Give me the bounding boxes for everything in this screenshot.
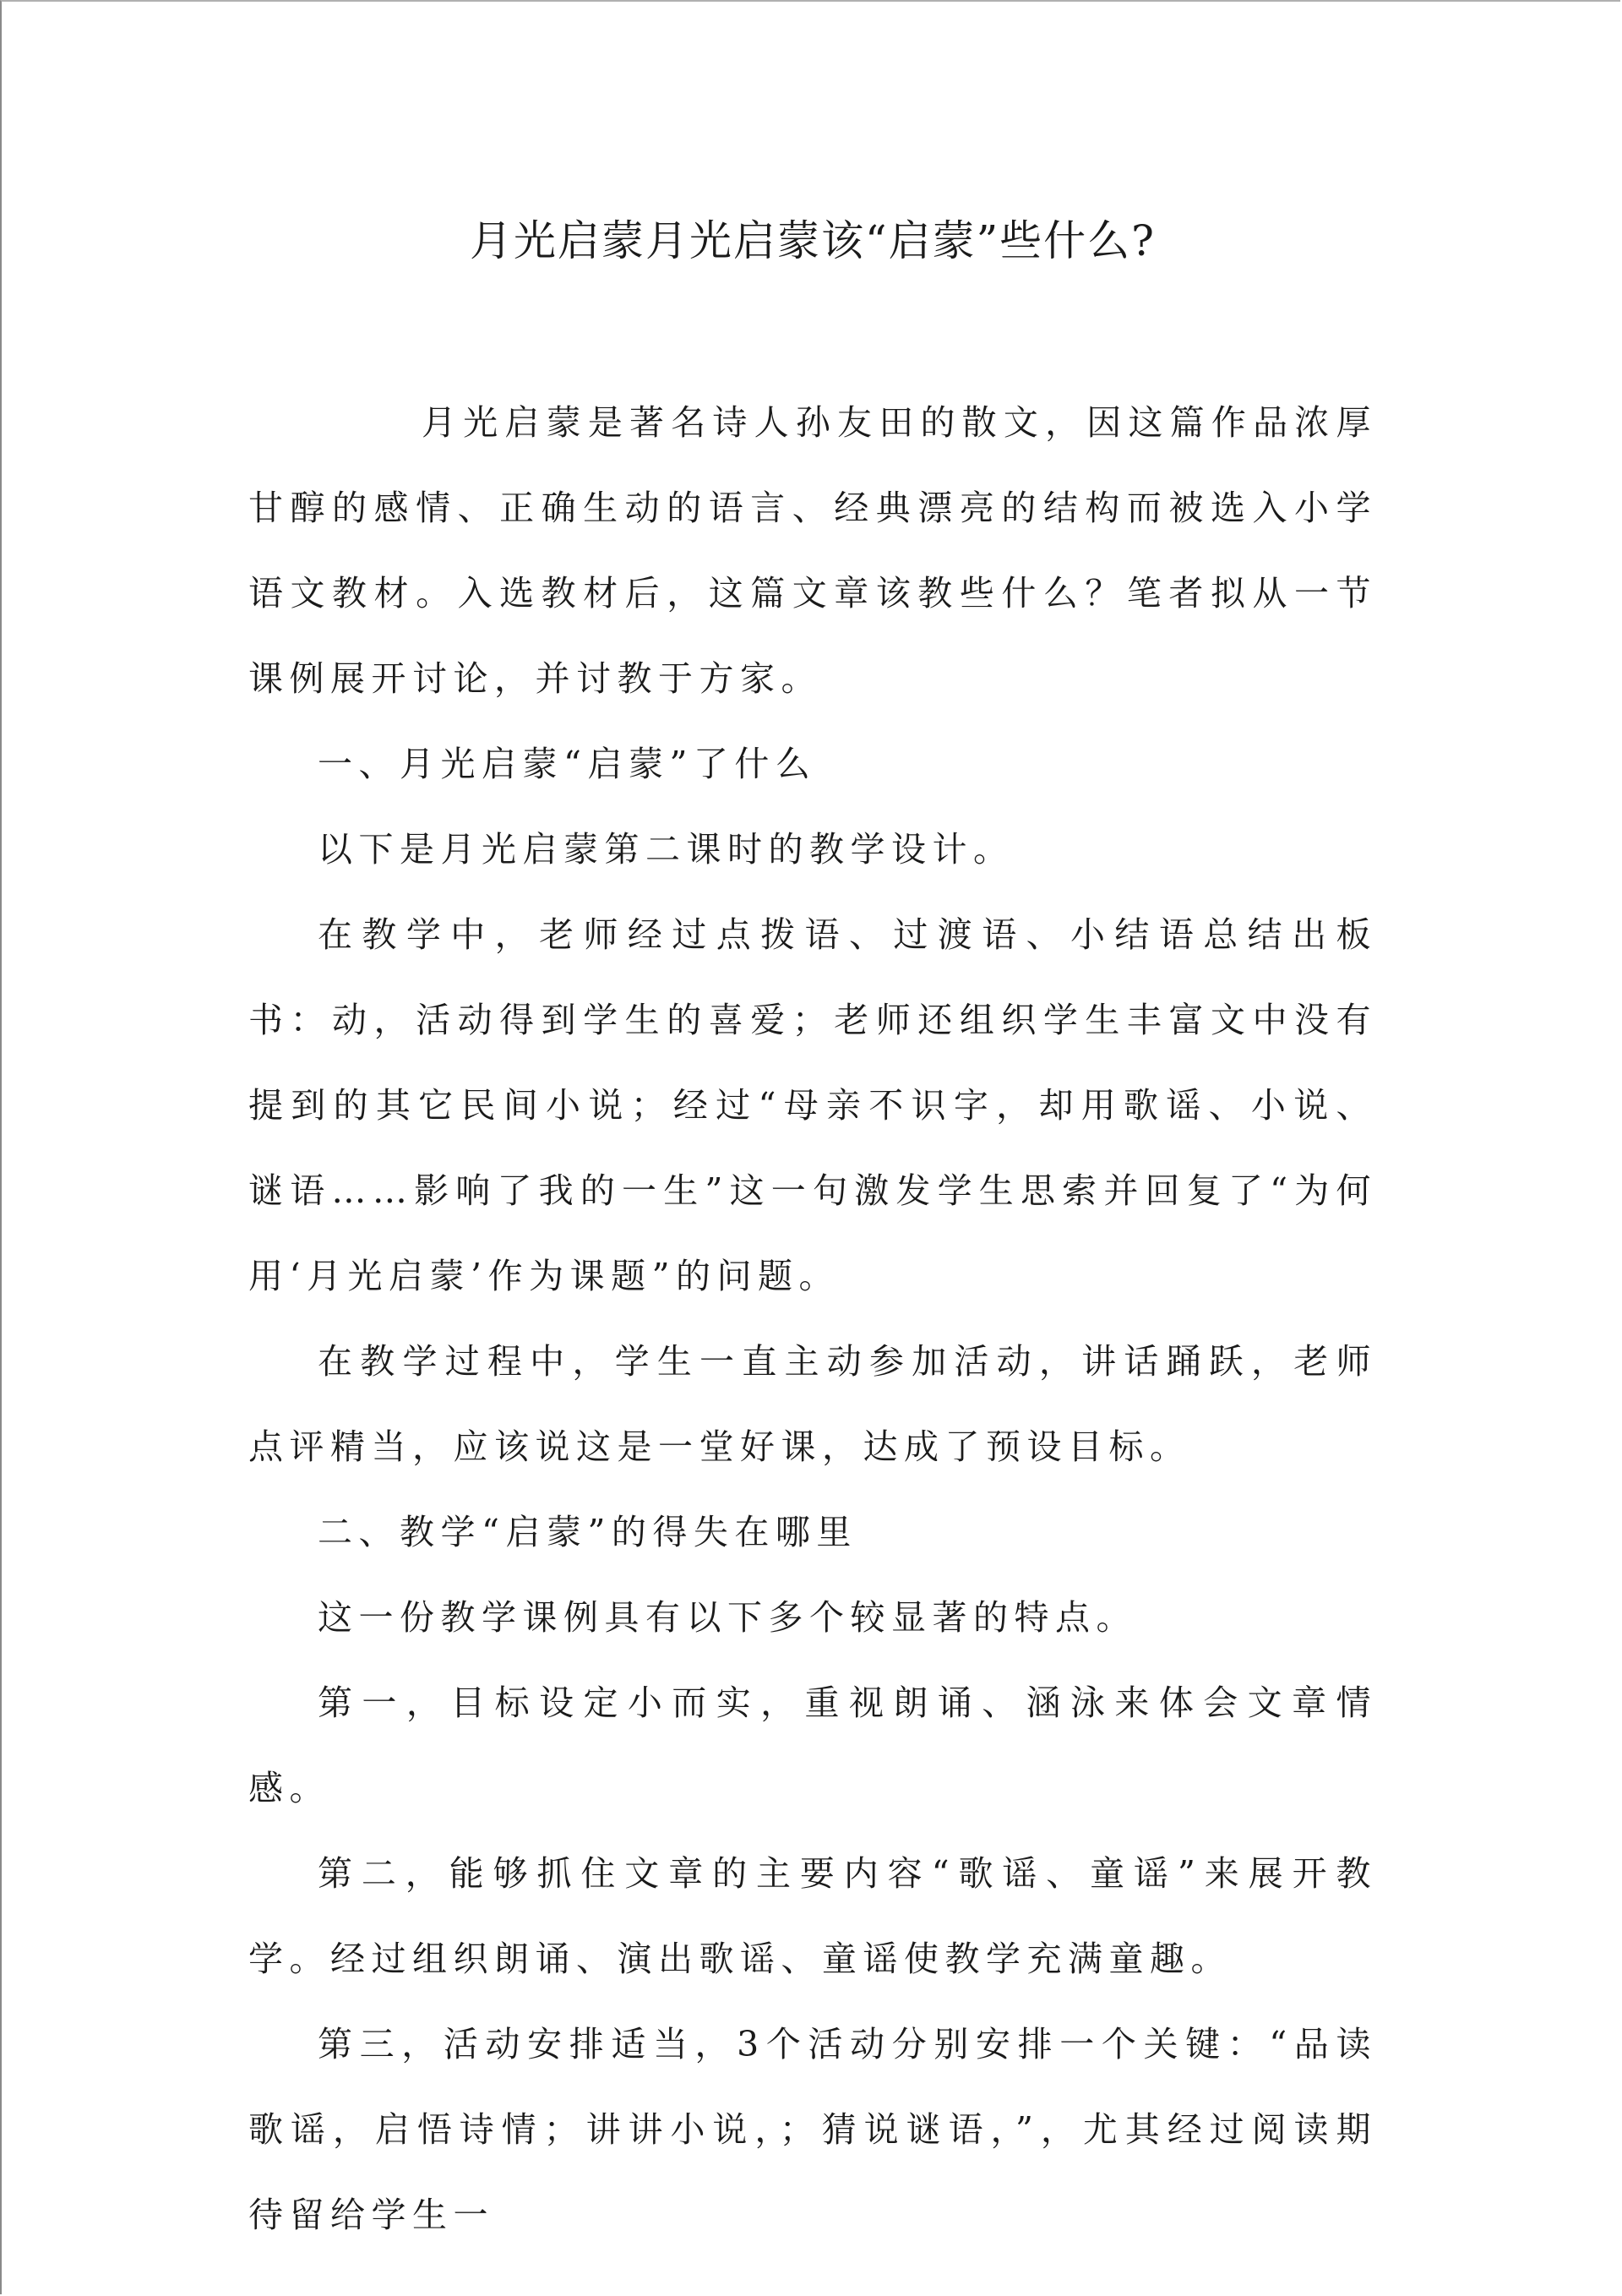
paragraph-feature-2: 第二，能够抓住文章的主要内容“歌谣、童谣”来展开教学。经过组织朗诵、演出歌谣、童谣使教学充满童趣。 <box>248 1853 1377 1979</box>
document-title: 月光启蒙月光启蒙该“启蒙”些什么? <box>470 216 1156 265</box>
paragraph-process: 在教学过程中，学生一直主动参加活动，讲话踊跃，老师点评精当，应该说这是一堂好课，达成了预设目标。 <box>248 1341 1377 1467</box>
paragraph-design-intro: 以下是月光启蒙第二课时的教学设计。 <box>318 829 1015 870</box>
paragraph-intro: 月光启蒙是著名诗人孙友田的散文，因这篇作品浓厚甘醇的感情、正确生动的语言、经典漂亮的结构而被选入小学语文教材。入选教材后，这篇文章该教些什么？笔者拟从一节课例展开讨论，并讨教于方家。 <box>248 402 1377 699</box>
section-heading-2: 二、教学“启蒙”的得失在哪里 <box>318 1512 857 1552</box>
section-heading-1: 一、月光启蒙“启蒙”了什么 <box>318 744 817 784</box>
paragraph-feature-1: 第一，目标设定小而实，重视朗诵、涵泳来体会文章情感。 <box>248 1682 1377 1808</box>
document-body <box>248 380 1377 2258</box>
paragraph-teaching: 在教学中，老师经过点拨语、过渡语、小结语总结出板书：动，活动得到学生的喜爱；老师还组织学生丰富文中没有提到的其它民间小说；经过“母亲不识字，却用歌谣、小说、谜语……影响了我的一生”这一句激发学生思索并回复了“为何用‘月光启蒙’作为课题”的问题。 <box>248 914 1377 1296</box>
paragraph-feature-3: 第三，活动安排适当，3个活动分别安排一个关键：“品读歌谣，启悟诗情；讲讲小说，；猜说谜语，”，尤其经过阅读期待留给学生一 <box>248 2024 1377 2235</box>
paragraph-features-intro: 这一份教学课例具有以下多个较显著的特点。 <box>318 1597 1137 1638</box>
